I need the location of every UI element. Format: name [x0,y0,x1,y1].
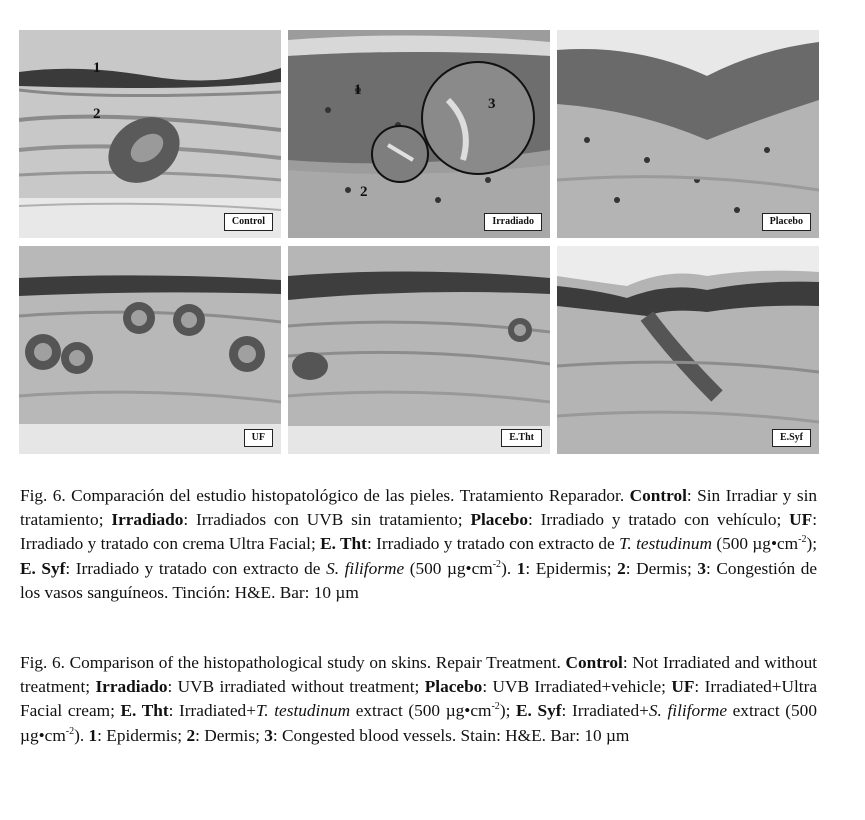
caption-intro: Comparison of the histopathological study on skins. Repair Treatment. [69,653,561,672]
species-tht: T. testudinum [619,534,712,554]
caption-spanish: Fig. 6. Comparación del estudio histopatológico de las pieles. Tratamiento Reparador. Control: Sin Irradiar y sin tratamiento; Irradiado: Irradiados con UVB sin tratamiento; Placebo: Irradiado y tratado con vehículo; UF: Irradiado y tratado con crema Ultra Facial; E. Tht: Irradiado y tratado con extracto de T. testudinum (500 $\mu g•cm^{-2}$); E. Syf: Irradiado y tratado con extracto de S. filiforme (500 $\mu g•cm^{-2}$). 1: Epidermis; 2: Dermis; 3: Congestión de los vasos sanguíneos. Tinción: H&E. Bar: 10 µm [20,486,818,602]
micrograph-etht [288,246,550,454]
panel-irradiado [288,30,550,238]
term-etht: E. Tht [320,534,367,554]
panel-placebo [557,30,819,238]
marker-3: 3 [488,96,496,112]
marker-2: 2 [360,184,368,200]
micrograph-control [19,30,281,238]
marker-1: 1 [354,82,362,98]
marker-1: 1 [93,60,101,76]
term-uf: UF [789,510,813,530]
species-syf: S. filiforme [326,558,405,578]
panel-label: Placebo [762,213,811,231]
panel-label: UF [244,429,273,447]
panel-label: Control [224,213,273,231]
term-esyf: E. Syf [20,558,66,578]
term-etht: E. Tht [120,701,169,721]
species-tht: T. testudinum [255,701,351,721]
marker-2: 2 [93,106,101,122]
panel-label: Irradiado [484,213,542,231]
micrograph-esyf [557,246,819,454]
panel-uf [19,246,281,454]
term-irradiado: Irradiado [111,510,184,530]
panel-etht [288,246,550,454]
species-syf: S. filiforme [648,701,727,721]
fig-number: Fig. 6. [20,653,65,672]
term-esyf: E. Syf [516,701,562,721]
caption-english: Fig. 6. Comparison of the histopathological study on skins. Repair Treatment. Control: Not Irradiated and without treatment; Irradiado: UVB irradiated without treatment; Placebo: UVB Irradiated+vehicle; UF: Irradiated+Ultra Facial cream; E. Tht: Irradiated+T. testudinum extract (500 $\mu g•cm^{-2}$); E. Syf: Irradiated+S. filiforme extract (500 $\mu g•cm^{-2}$). 1: Epidermis; 2: Dermis; 3: Congested blood vessels. Stain: H&E. Bar: 10 µm [20,653,818,745]
term-irradiado: Irradiado [95,677,168,697]
term-uf: UF [671,677,695,697]
term-control: Control [629,486,687,505]
micrograph-irradiado [288,30,550,238]
micrograph-placebo [557,30,819,238]
term-placebo: Placebo [424,677,483,697]
fig-number: Fig. 6. [20,486,66,505]
caption-intro: Comparación del estudio histopatológico de las pieles. Tratamiento Reparador. [71,486,625,505]
micrograph-uf [19,246,281,454]
panel-label: E.Tht [501,429,542,447]
panel-control [19,30,281,238]
term-placebo: Placebo [470,510,529,530]
term-control: Control [565,653,623,672]
panel-esyf [557,246,819,454]
panel-label: E.Syf [772,429,811,447]
